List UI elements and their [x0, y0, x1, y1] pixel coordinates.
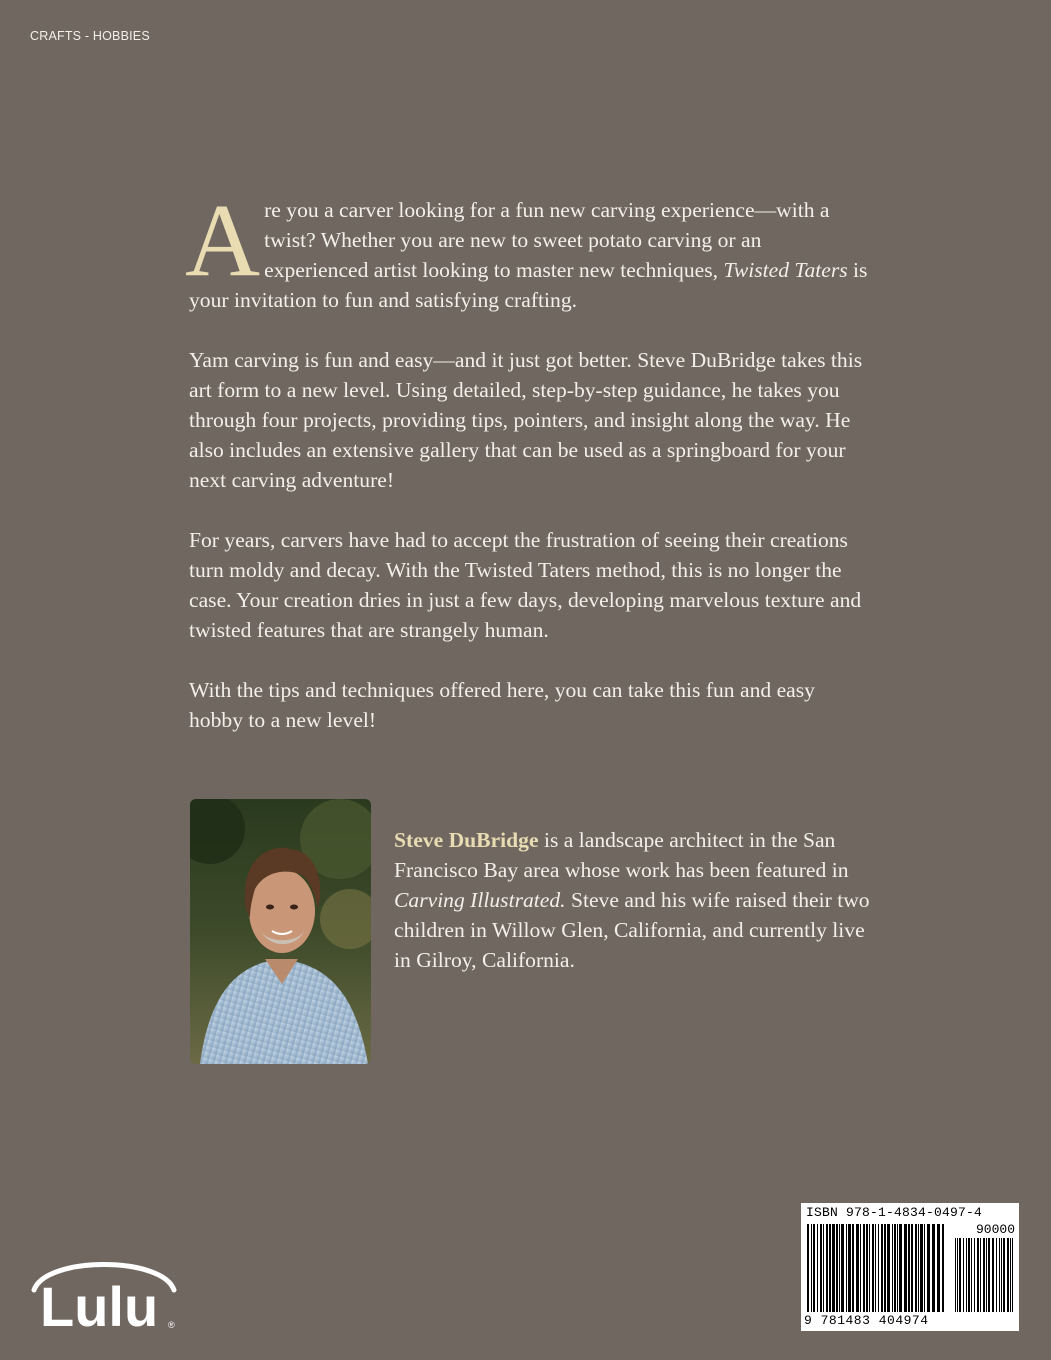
- drop-cap: A: [185, 183, 261, 298]
- registered-mark: ®: [168, 1320, 175, 1330]
- author-portrait-illustration: [190, 799, 371, 1064]
- blurb-paragraph-4: With the tips and techniques offered here, you can take this fun and easy hobby to a new level!: [189, 678, 815, 732]
- lulu-logo-icon: [28, 1246, 180, 1332]
- blurb-paragraph-3: For years, carvers have had to accept the frustration of seeing their creations turn moldy and decay. With the Twisted Taters method, this is no longer the case. Your creation dries in just a few days, developing marvelous texture and twisted features that are strangely human.: [189, 528, 862, 642]
- blurb-paragraph-1: [185, 183, 869, 315]
- book-title: Twisted Taters: [723, 258, 848, 282]
- barcode-number: 9 781483 404974: [804, 1313, 1016, 1328]
- author-bio-text: is a landscape architect in the San Francisco Bay area whose work has been featured in: [394, 828, 849, 882]
- publisher-logo-text: Lulu: [40, 1275, 159, 1332]
- blurb-p1-text: re you a carver looking for a fun new carving experience—with a twist? Whether you are new to sweet potato carving or an experienced artist looking to master new techniques,: [264, 198, 830, 282]
- publication-title: Carving Illustrated.: [394, 888, 566, 912]
- blurb-paragraph-2: Yam carving is fun and easy—and it just got better. Steve DuBridge takes this art form to a new level. Using detailed, step-by-step guidance, he takes you through four projects, providing tips, pointers, and insight along the way. He also includes an extensive gallery that can be used as a springboard for your next carving adventure!: [189, 348, 863, 492]
- isbn-text: ISBN 978-1-4834-0497-4: [806, 1205, 983, 1220]
- author-name: Steve DuBridge: [394, 828, 539, 852]
- publisher-logo: [28, 1246, 180, 1332]
- back-cover-blurb: [185, 183, 869, 765]
- blurb-p1-text-end: is your invitation to fun and satisfying crafting.: [189, 258, 868, 312]
- author-photo: [190, 799, 371, 1064]
- author-bio-text-end: Steve and his wife raised their two children in Willow Glen, California, and currently live in Gilroy, California.: [394, 888, 870, 972]
- author-bio: [394, 825, 874, 975]
- price-code: 90000: [975, 1222, 1015, 1237]
- barcode: [801, 1203, 1019, 1331]
- category-label: CRAFTS - HOBBIES: [30, 29, 150, 43]
